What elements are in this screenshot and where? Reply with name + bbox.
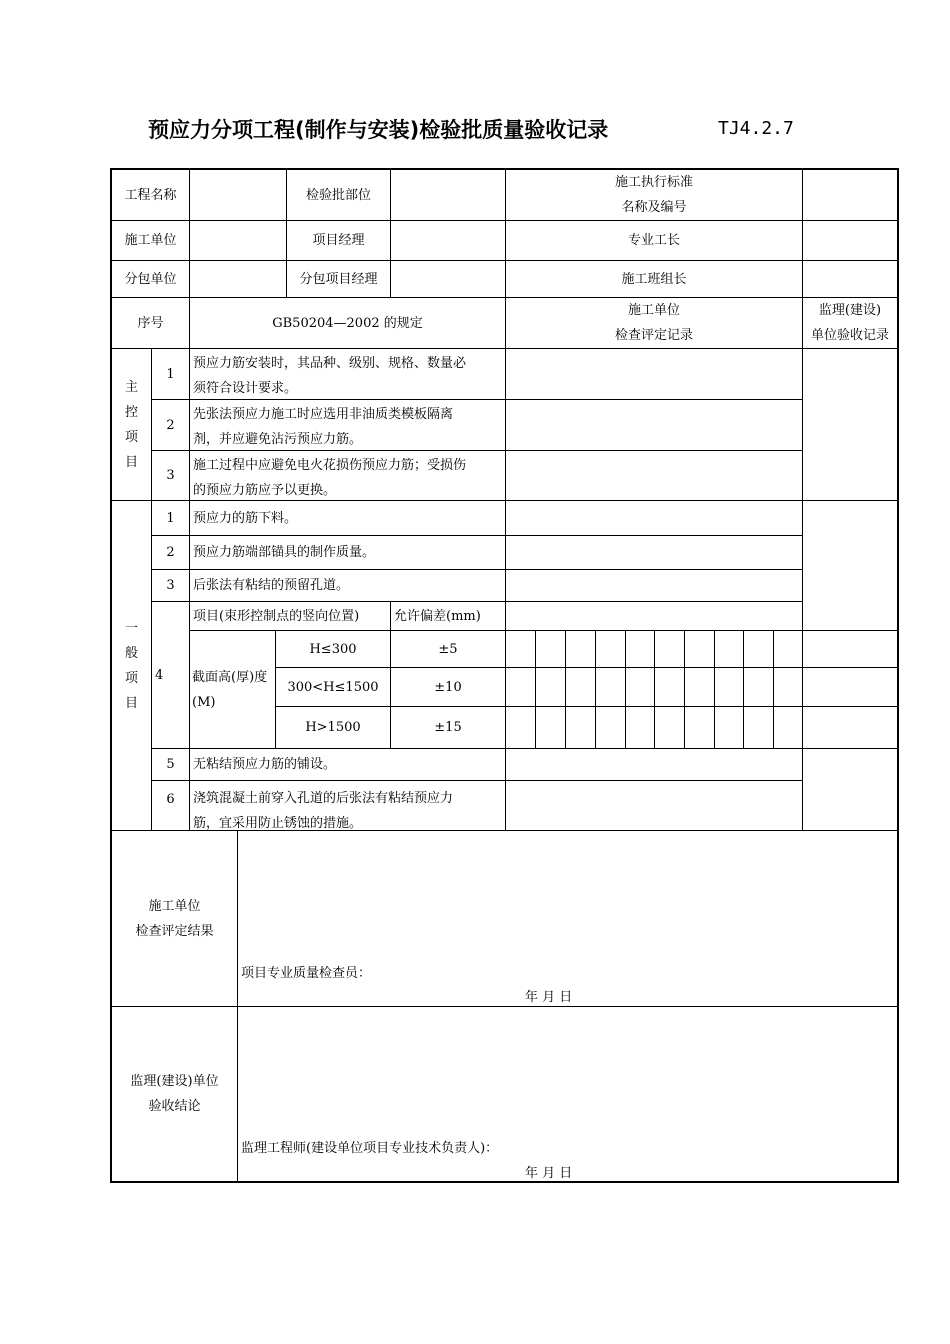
general-item-no: 1 <box>166 510 175 526</box>
supervision-date: 年 月 日 <box>525 1166 573 1181</box>
general-item-no: 3 <box>166 578 175 593</box>
general-items-char: 目 <box>124 695 138 711</box>
standard-label <box>506 170 802 220</box>
main-item-text-line: 施工过程中应避免电火花损伤预应力筋；受损伤 <box>193 458 467 473</box>
general-item-no: 2 <box>166 545 175 560</box>
border-bottom <box>110 1181 899 1183</box>
result-date: 年 月 日 <box>525 990 573 1005</box>
main-item-text-line: 须符合设计要求。 <box>193 381 298 396</box>
general-item-text: 后张法有粘结的预留孔道。 <box>193 578 350 593</box>
main-items-accept[interactable] <box>803 349 897 500</box>
general-items-char: 一 <box>124 620 138 636</box>
project-manager-label: 项目经理 <box>312 233 365 248</box>
general-item-no: 6 <box>166 791 175 807</box>
foreman-value[interactable] <box>803 221 897 260</box>
general-item-check[interactable] <box>506 536 802 569</box>
sub-manager-value[interactable] <box>391 261 505 297</box>
main-item-text <box>190 451 505 500</box>
vline <box>773 630 774 748</box>
standard-label-line2: 名称及编号 <box>621 200 687 215</box>
item4-range: 300<H≤1500 <box>287 679 379 695</box>
subcontractor-label: 分包单位 <box>124 271 177 287</box>
result-label-line2: 检查评定结果 <box>135 923 214 939</box>
vline <box>535 630 536 748</box>
standard-value[interactable] <box>803 170 897 220</box>
check-header-line2: 检查评定记录 <box>614 328 693 343</box>
item4-tolerance: ±10 <box>434 679 462 695</box>
inspection-part-value[interactable] <box>391 170 505 220</box>
main-items-char: 目 <box>124 454 138 470</box>
main-item-text-line: 预应力筋安装时，其品种、级别、规格、数量必 <box>193 356 467 371</box>
general-items-char: 项 <box>124 670 138 686</box>
project-name-label: 工程名称 <box>124 187 177 203</box>
vline <box>565 630 566 748</box>
main-item-no: 2 <box>166 417 175 433</box>
general-items-accept[interactable] <box>803 501 897 630</box>
sub-manager-label: 分包项目经理 <box>299 271 378 287</box>
item4-section-line1: 截面高(厚)度 <box>192 669 268 685</box>
supervision-label-line1: 监理(建设)单位 <box>130 1074 219 1089</box>
item4-tolerance: ±5 <box>438 641 458 657</box>
subcontractor-value[interactable] <box>190 261 286 297</box>
general-item-check[interactable] <box>506 781 802 830</box>
spec-header: GB50204—2002 的规定 <box>272 315 423 331</box>
main-items-label <box>112 349 151 500</box>
contractor-label: 施工单位 <box>124 233 177 248</box>
main-item-text-line: 先张法预应力施工时应选用非油质类模板隔离 <box>193 407 454 422</box>
general-item-text: 预应力的筋下料。 <box>193 510 298 526</box>
main-item-no: 3 <box>166 468 175 483</box>
border-right <box>897 168 899 1183</box>
general-item-text: 预应力筋端部锚具的制作质量。 <box>193 545 376 560</box>
main-items-char: 项 <box>124 429 138 445</box>
project-manager-value[interactable] <box>391 221 505 260</box>
vline <box>743 630 744 748</box>
supervision-label-line2: 验收结论 <box>148 1099 201 1114</box>
main-item-check[interactable] <box>506 349 802 399</box>
vline <box>595 630 596 748</box>
general-item-check[interactable] <box>506 749 802 780</box>
result-label <box>112 831 237 1006</box>
inspection-part-label: 检验批部位 <box>305 187 371 203</box>
item4-header-tolerance: 允许偏差(mm) <box>394 608 481 624</box>
item4-tolerance: ±15 <box>434 720 462 735</box>
contractor-value[interactable] <box>190 221 286 260</box>
page-title: 预应力分项工程(制作与安装)检验批质量验收记录 <box>148 118 609 142</box>
main-item-text <box>190 349 505 399</box>
vline <box>625 630 626 748</box>
item4-header-item: 项目(束形控制点的竖向位置) <box>193 608 360 624</box>
supervision-label <box>112 1007 237 1181</box>
main-item-text-line: 剂，并应避免沾污预应力筋。 <box>193 432 363 447</box>
inspection-form <box>110 168 899 1183</box>
standard-label-line1: 施工执行标准 <box>614 175 693 190</box>
main-item-text-line: 的预应力筋应予以更换。 <box>193 483 337 498</box>
accept-header <box>803 298 897 348</box>
main-items-char: 主 <box>124 379 138 395</box>
result-area[interactable] <box>238 831 897 1006</box>
general-item-text-line: 筋，宜采用防止锈蚀的措施。 <box>193 816 363 830</box>
item4-section-line2: (M) <box>192 694 216 710</box>
main-item-text <box>190 400 505 450</box>
vline <box>714 630 715 748</box>
form-code: TJ4.2.7 <box>718 118 794 139</box>
check-header-line1: 施工单位 <box>627 303 680 318</box>
item4-range: H≤300 <box>309 641 357 657</box>
team-leader-label: 施工班组长 <box>621 271 687 287</box>
accept-header-line2: 单位验收记录 <box>810 328 889 343</box>
main-items-char: 控 <box>124 404 138 420</box>
general-items-label <box>112 501 151 830</box>
supervision-area[interactable] <box>238 1007 897 1181</box>
item4-range: H>1500 <box>305 720 361 735</box>
engineer-label: 监理工程师(建设单位项目专业技术负责人)： <box>241 1141 499 1156</box>
inspector-label: 项目专业质量检查员： <box>241 966 372 981</box>
foreman-label: 专业工长 <box>627 233 680 248</box>
team-leader-value[interactable] <box>803 261 897 297</box>
project-name-value[interactable] <box>190 170 286 220</box>
item4-section-label <box>190 631 275 748</box>
general-item-check[interactable] <box>506 570 802 601</box>
result-label-line1: 施工单位 <box>148 898 201 914</box>
main-item-no: 1 <box>166 366 175 382</box>
main-item-check[interactable] <box>506 451 802 500</box>
seq-header: 序号 <box>137 315 164 331</box>
general-item-no: 5 <box>166 757 175 772</box>
check-header <box>506 298 802 348</box>
general-items-accept[interactable] <box>803 749 897 830</box>
main-item-check[interactable] <box>506 400 802 450</box>
vline <box>684 630 685 748</box>
vline <box>654 630 655 748</box>
general-item-text <box>190 781 505 830</box>
general-items-char: 般 <box>124 645 138 661</box>
general-item-check[interactable] <box>506 501 802 535</box>
accept-header-line1: 监理(建设) <box>818 303 882 318</box>
general-item-text-line: 浇筑混凝土前穿入孔道的后张法有粘结预应力 <box>193 791 454 806</box>
general-item-no: 4 <box>155 667 164 683</box>
item4-header-check[interactable] <box>506 602 802 630</box>
general-item-text: 无粘结预应力筋的铺设。 <box>193 757 337 772</box>
